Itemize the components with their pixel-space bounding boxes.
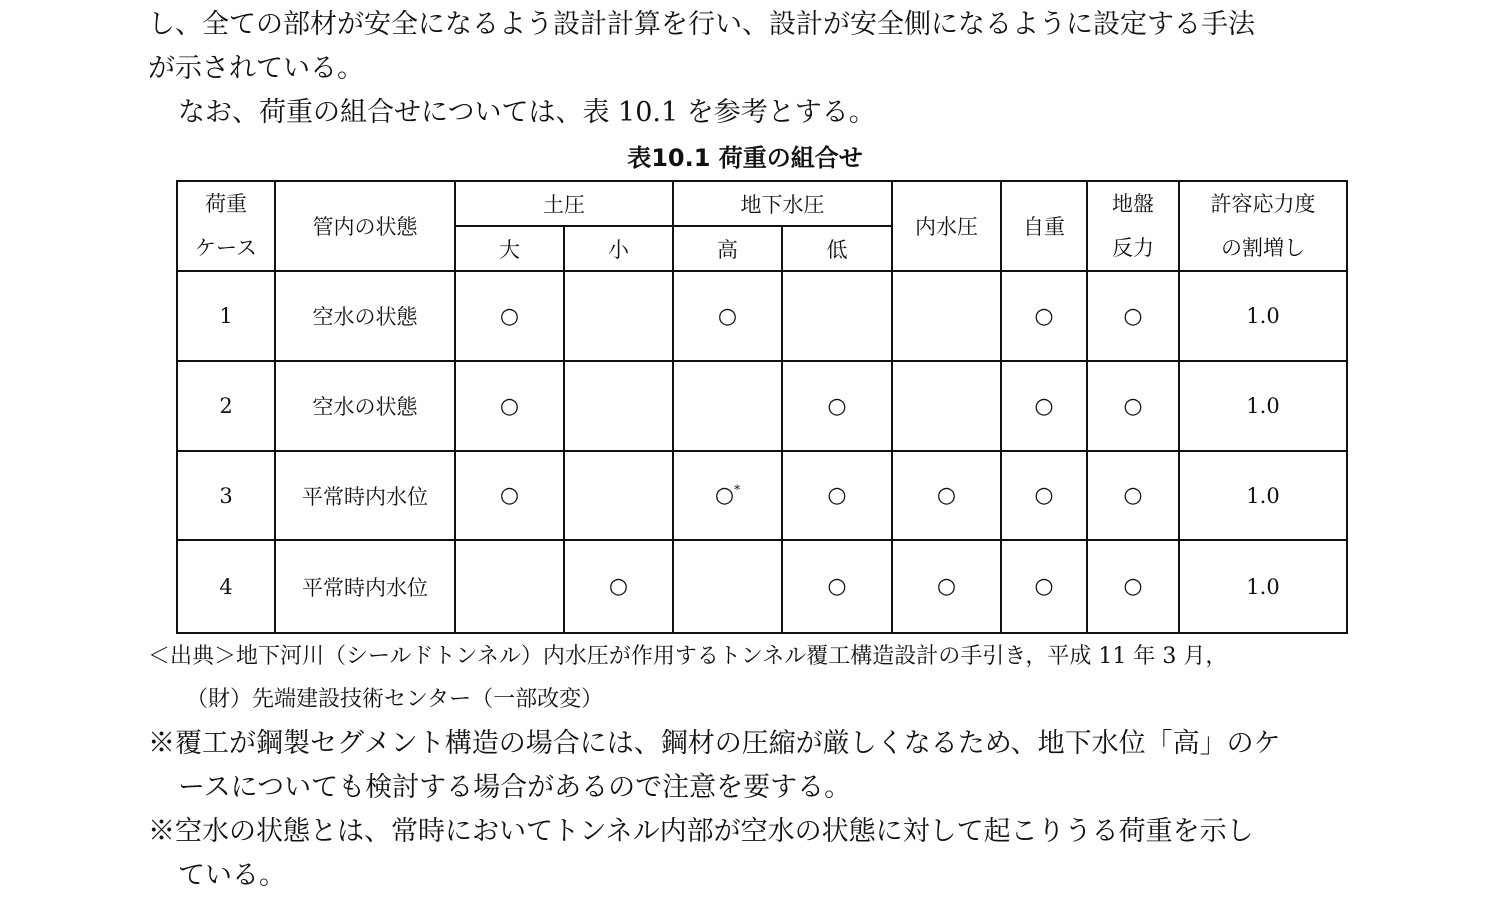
cell-earth-small — [564, 271, 673, 361]
cell-earth-small — [564, 451, 673, 540]
cell-earth-small: ○ — [564, 540, 673, 633]
header-allowable-stress-increase: 許容応力度 の割増し — [1179, 181, 1347, 271]
cell-internal — [892, 361, 1001, 451]
cell-gw-high: ○ — [673, 271, 782, 361]
cell-self-weight: ○ — [1001, 271, 1087, 361]
cell-gw-low: ○ — [782, 361, 892, 451]
cell-case: 1 — [177, 271, 275, 361]
cell-case: 4 — [177, 540, 275, 633]
table-row — [177, 540, 1347, 633]
table-row — [177, 451, 1347, 540]
cell-gw-high: ○* — [673, 451, 782, 540]
table-row — [177, 271, 1347, 361]
table-row — [177, 361, 1347, 451]
cell-gw-low: ○ — [782, 451, 892, 540]
cell-case: 3 — [177, 451, 275, 540]
intro-reference-paragraph — [148, 91, 1378, 135]
intro-paragraph — [148, 3, 1378, 91]
cell-reaction: ○ — [1087, 540, 1179, 633]
header-earth-pressure: 土圧 — [455, 181, 673, 226]
cell-internal — [892, 271, 1001, 361]
note-1-line-1: ※覆工が鋼製セグメント構造の場合には、鋼材の圧縮が厳しくなるため、地下水位「高」のケ — [148, 728, 1281, 759]
load-combination-table — [176, 180, 1348, 634]
cell-self-weight: ○ — [1001, 361, 1087, 451]
header-ground-reaction: 地盤 反力 — [1087, 181, 1179, 271]
load-combination-table-wrapper — [176, 180, 1348, 634]
cell-state: 平常時内水位 — [275, 540, 455, 633]
cell-earth-large: ○ — [455, 361, 564, 451]
cell-earth-small — [564, 361, 673, 451]
header-earth-small: 小 — [564, 226, 673, 271]
cell-reaction: ○ — [1087, 451, 1179, 540]
cell-internal: ○ — [892, 451, 1001, 540]
header-groundwater-pressure: 地下水圧 — [673, 181, 892, 226]
cell-factor: 1.0 — [1179, 271, 1347, 361]
header-self-weight: 自重 — [1001, 181, 1087, 271]
table-caption: 表10.1 荷重の組合せ — [627, 144, 863, 172]
intro-line-2: が示されている。 — [148, 53, 364, 84]
cell-earth-large: ○ — [455, 451, 564, 540]
cell-reaction: ○ — [1087, 361, 1179, 451]
cell-gw-low: ○ — [782, 540, 892, 633]
cell-earth-large: ○ — [455, 271, 564, 361]
table-header-row-1 — [177, 181, 1347, 226]
cell-gw-low — [782, 271, 892, 361]
cell-reaction: ○ — [1087, 271, 1179, 361]
header-groundwater-low: 低 — [782, 226, 892, 271]
intro-line-1: し、全ての部材が安全になるよう設計計算を行い、設計が安全側になるように設定する手法 — [148, 9, 1255, 40]
cell-internal: ○ — [892, 540, 1001, 633]
cell-state: 空水の状態 — [275, 361, 455, 451]
cell-self-weight: ○ — [1001, 451, 1087, 540]
cell-state: 平常時内水位 — [275, 451, 455, 540]
note-2-line-1: ※空水の状態とは、常時においてトンネル内部が空水の状態に対して起こりうる荷重を示し — [148, 816, 1254, 847]
cell-gw-high — [673, 361, 782, 451]
header-groundwater-high: 高 — [673, 226, 782, 271]
cell-earth-large — [455, 540, 564, 633]
intro-line-3: なお、荷重の組合せについては、表 10.1 を参考とする。 — [178, 97, 876, 128]
cell-factor: 1.0 — [1179, 540, 1347, 633]
header-internal-water-pressure: 内水圧 — [892, 181, 1001, 271]
cell-factor: 1.0 — [1179, 361, 1347, 451]
source-line-1: ＜出典＞地下河川（シールドトンネル）内水圧が作用するトンネル覆工構造設計の手引き，平成 11 年 3 月， — [148, 644, 1228, 669]
header-pipe-state: 管内の状態 — [275, 181, 455, 271]
cell-state: 空水の状態 — [275, 271, 455, 361]
cell-case: 2 — [177, 361, 275, 451]
source-line-2: （財）先端建設技術センター（一部改変） — [186, 687, 604, 712]
note-2-line-2: ている。 — [178, 860, 286, 891]
cell-self-weight: ○ — [1001, 540, 1087, 633]
cell-factor: 1.0 — [1179, 451, 1347, 540]
cell-gw-high — [673, 540, 782, 633]
note-1-line-2: ースについても検討する場合があるので注意を要する。 — [178, 772, 852, 803]
header-load-case: 荷重 ケース — [177, 181, 275, 271]
header-earth-large: 大 — [455, 226, 564, 271]
